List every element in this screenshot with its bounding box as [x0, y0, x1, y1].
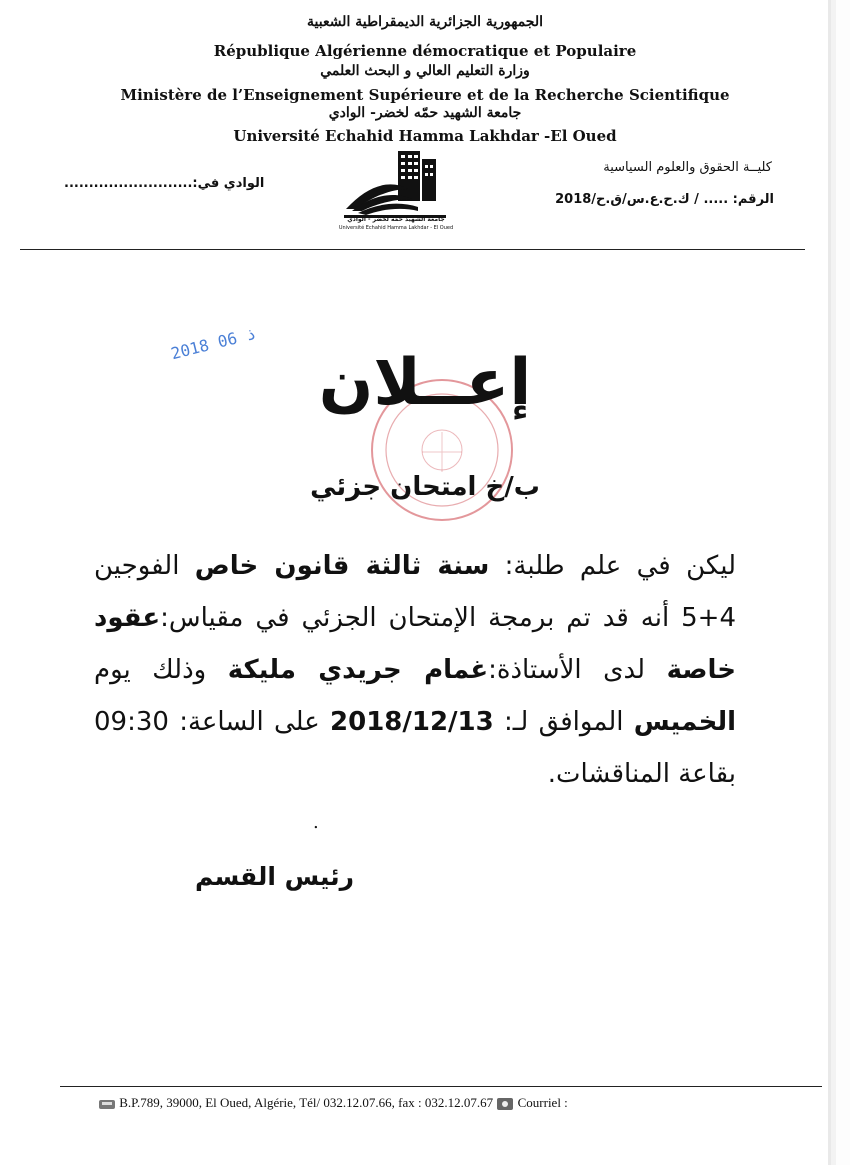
body-part: وذلك يوم [94, 655, 228, 685]
exam-day: الخميس [633, 707, 736, 737]
body-part: على الساعة: 09:30 بقاعة المناقشات. [94, 707, 736, 789]
course-name: عقود خاصة [94, 603, 736, 685]
email-icon [496, 1097, 514, 1111]
ministry-arabic: وزارة التعليم العالي و البحث العلمي [320, 63, 530, 79]
logo-caption-arabic: جامعة الشهيد حمّه لخضر - الوادي [347, 216, 445, 223]
exam-date: 2018/12/13 [330, 707, 494, 737]
stray-dot: . [313, 812, 319, 833]
university-arabic: جامعة الشهيد حمّه لخضر- الوادي [328, 105, 522, 121]
republic-french: République Algérienne démocratique et Populaire [213, 42, 637, 60]
footer-address: B.P.789, 39000, El Oued, Algérie, Tél/ 032.12.07.66, fax : 032.12.07.67 [119, 1095, 494, 1110]
body-part: الموافق لـ: [493, 707, 634, 737]
page-subtitle: ب/خ امتحان جزئي [310, 472, 540, 502]
professor-name: غمام جريدي مليكة [227, 655, 489, 685]
republic-arabic: الجمهورية الجزائرية الديمقراطية الشعبية [306, 14, 543, 30]
ministry-french: Ministère de l’Enseignement Supérieure et de la Recherche Scientifique [120, 86, 730, 104]
reference-number: الرقم: ..... / ك.ح.ع.س/ق.ح/2018 [555, 192, 774, 207]
date-stamp: 2018 06 ذ [168, 323, 258, 364]
footer-contact [98, 1095, 568, 1111]
logo-caption-french: Université Echahid Hamma Lakhdar - El Oued [338, 225, 454, 231]
page-title: إعــلان [318, 346, 532, 420]
university-french: Université Echahid Hamma Lakhdar -El Oued [233, 127, 617, 145]
body-part: الفوجين 4+5 أنه قد تم برمجة الإمتحان الجزئي في مقياس: [94, 551, 736, 633]
footer-courriel: Courriel : [517, 1095, 568, 1110]
phone-icon [98, 1098, 116, 1110]
faculty-name: كليــة الحقوق والعلوم السياسية [603, 160, 772, 175]
footer-divider [60, 1086, 822, 1087]
body-part: ليكن في علم طلبة: [489, 551, 736, 581]
student-group: سنة ثالثة قانون خاص [194, 551, 490, 581]
body-part: لدى الأستاذة: [488, 655, 667, 685]
header-divider [20, 249, 805, 250]
announcement-body [94, 540, 736, 800]
place-date-field: الوادي في:.......................... [64, 176, 265, 191]
department-head-signature: رئيس القسم [194, 862, 354, 891]
